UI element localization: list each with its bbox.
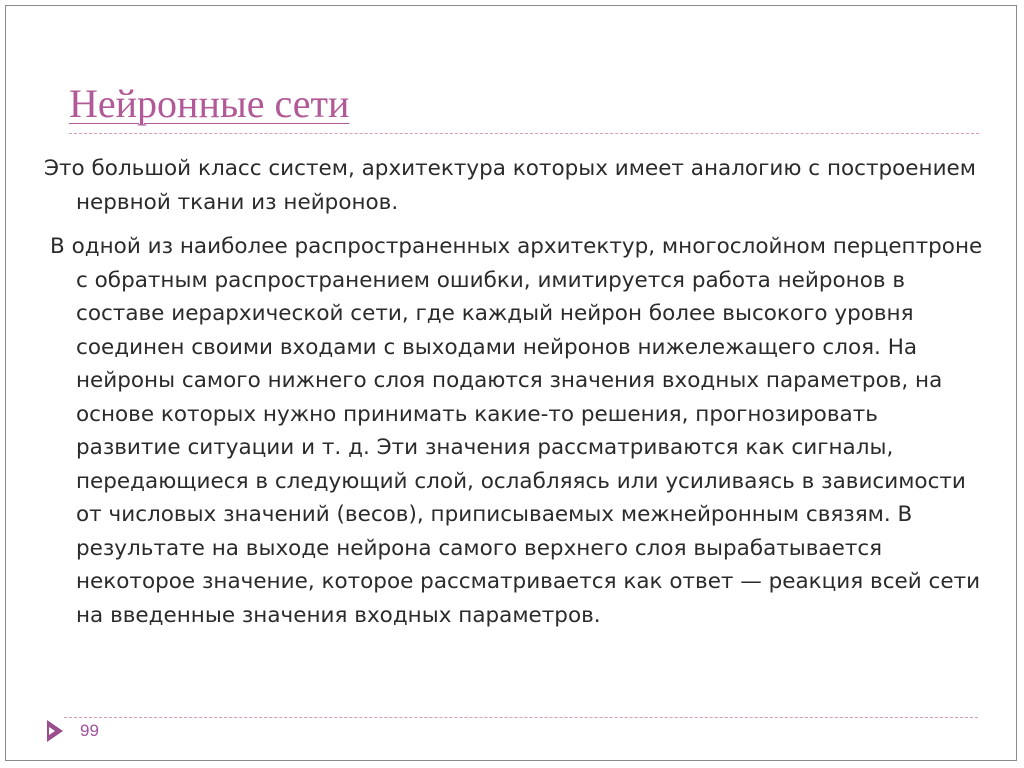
triangle-right-icon-inner: [49, 727, 55, 735]
paragraph-intro: Это большой класс систем, архитектура которых имеет аналогию с построением нервной ткани из нейронов.: [44, 156, 977, 215]
slide-body: [44, 152, 989, 632]
slide: [5, 5, 1017, 761]
slide-title: Нейронные сети: [69, 81, 350, 126]
footer-divider: [64, 717, 978, 718]
paragraph-details: В одной из наиболее распространенных архитектур, многослойном перцептроне с обратным распространением ошибки, имитируется работа нейронов в составе иерархической сети, где каждый нейрон более высокого уровня соединен своими входами с выходами нейронов нижележащего слоя. На нейроны самого нижнего слоя подаются значения входных параметров, на основе которых нужно принимать какие-то решения, прогнозировать развитие ситуации и т. д. Эти значения рассматриваются как сигналы, передающиеся в следующий слой, ослабляясь или усиливаясь в зависимости от числовых значений (весов), приписываемых межнейронным связям. В результате на выходе нейрона самого верхнего слоя вырабатывается некоторое значение, которое рассматривается как ответ — реакция всей сети на введенные значения входных параметров.: [50, 234, 983, 628]
page-number: 99: [80, 721, 99, 740]
title-divider: [69, 133, 979, 134]
